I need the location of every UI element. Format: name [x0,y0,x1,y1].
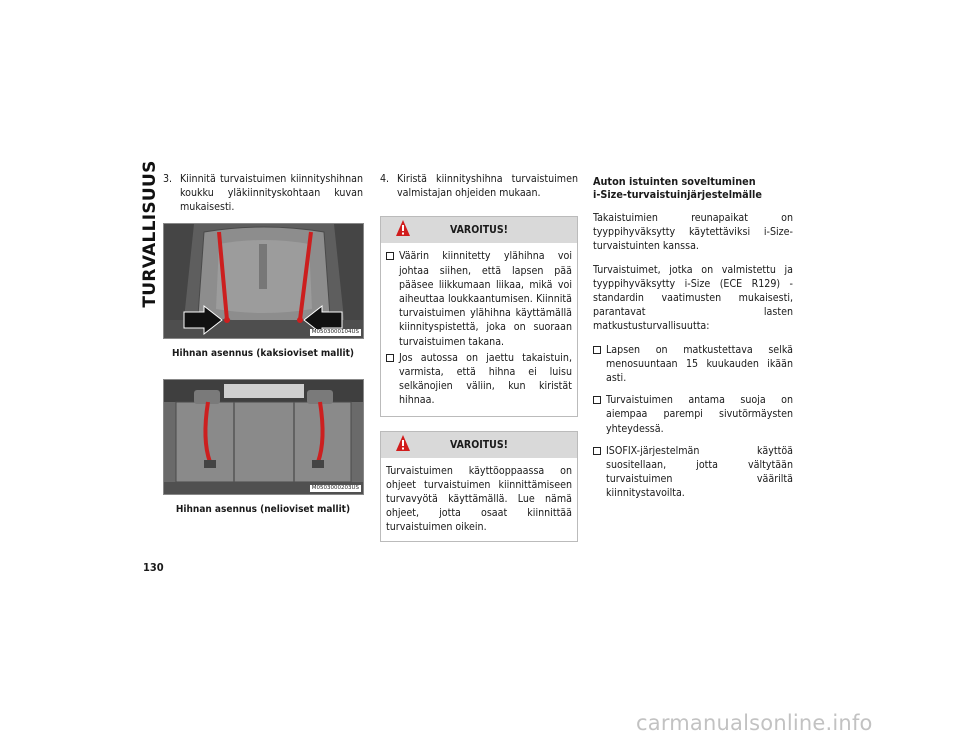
section-heading [593,175,793,201]
heading-line: i-Size-turvaistuinjärjestelmälle [593,188,762,201]
warning-box-tether [380,216,578,416]
list-item-text: Turvaistuimen antama suoja on aiempaa parempi sivutörmäysten yhteydessä. [606,394,793,435]
step-text: Kiristä kiinnityshihna turvaistuimen valmistajan ohjeiden mukaan. [397,173,578,200]
checkbox-bullet-icon [593,393,606,436]
step-number: 4. [380,173,390,185]
list-item-text: ISOFIX-järjestelmän käyttöä suositellaan, jotta vältytään turvaistuimen vääriltä kiinnitystavoilta. [606,444,793,500]
page-number: 130 [143,561,164,574]
figure-caption-two-door: Hihnan asennus (kaksioviset mallit) [172,347,354,359]
checkbox-bullet-icon [593,343,606,386]
column-left [163,172,363,517]
section-tab [137,160,163,308]
list-item [386,249,572,348]
list-item [593,343,793,386]
paragraph: Turvaistuimet, jotka on valmistettu ja tyyppihyväksytty i-Size (ECE R129) -standardin vaatimusten mukaisesti, parantavat lasten matkustusturvallisuutta: [593,263,793,333]
warning-triangle-icon [395,219,411,237]
warning-body: Turvaistuimen käyttöoppaassa on ohjeet turvaistuimen kiinnittämiseen turvavyötä käyttämällä. Lue nämä ohjeet, jotta osaat kiinnittää turvaistuimen oikein. [386,464,572,534]
warning-header [381,432,577,458]
column-middle [380,172,578,556]
figure-four-door-strap [163,379,364,495]
step-4 [380,172,578,200]
list-item [386,351,572,408]
seat-illustration-four-door [164,380,363,494]
list-item-text: Lapsen on matkustettava selkä menosuuntaan 15 kuukauden ikään asti. [606,343,793,385]
column-right [593,172,793,509]
paragraph: Takaistuimien reunapaikat on tyyppihyväksytty käytettäviksi i-Size-turvaistuinten kanssa. [593,212,793,253]
warning-title: VAROITUS! [450,224,508,237]
heading-line: Auton istuinten soveltuminen [593,175,756,188]
figure-code: M0503000203US [311,484,359,491]
warning-triangle-icon [395,434,411,452]
list-item [593,393,793,436]
section-tab-label: TURVALLISUUS [139,160,160,308]
seat-illustration-two-door [164,224,363,338]
checkbox-bullet-icon [386,351,399,408]
warning-box-manual [380,431,578,542]
step-number: 3. [163,173,173,185]
figure-code: M0503000104US [311,328,359,335]
warning-header [381,217,577,243]
watermark: carmanualsonline.info [636,711,873,735]
checkbox-bullet-icon [593,444,606,501]
step-3 [163,172,363,215]
list-item [593,444,793,501]
warning-title: VAROITUS! [450,438,508,451]
checkbox-bullet-icon [386,249,399,348]
warning-body [381,243,577,415]
list-item-text: Väärin kiinnitetty ylähihna voi johtaa siihen, että lapsen pää pääsee liikkumaan liikaa, mikä voi aiheuttaa loukkaantumisen. Kiinnitä turvaistuimen ylähihna käyttämällä kiinnityspistettä, joka on suoraan turvaistuimen takana. [399,250,572,348]
figure-caption-four-door: Hihnan asennus (nelioviset mallit) [175,503,351,515]
figure-two-door-strap [163,223,364,339]
list-item-text: Jos autossa on jaettu takaistuin, varmista, että hihna ei luisu selkänojien väliin, kun kiristät hihnaa. [399,351,572,407]
step-text: Kiinnitä turvaistuimen kiinnityshihnan koukku yläkiinnityskohtaan kuvan mukaisesti. [180,173,363,214]
